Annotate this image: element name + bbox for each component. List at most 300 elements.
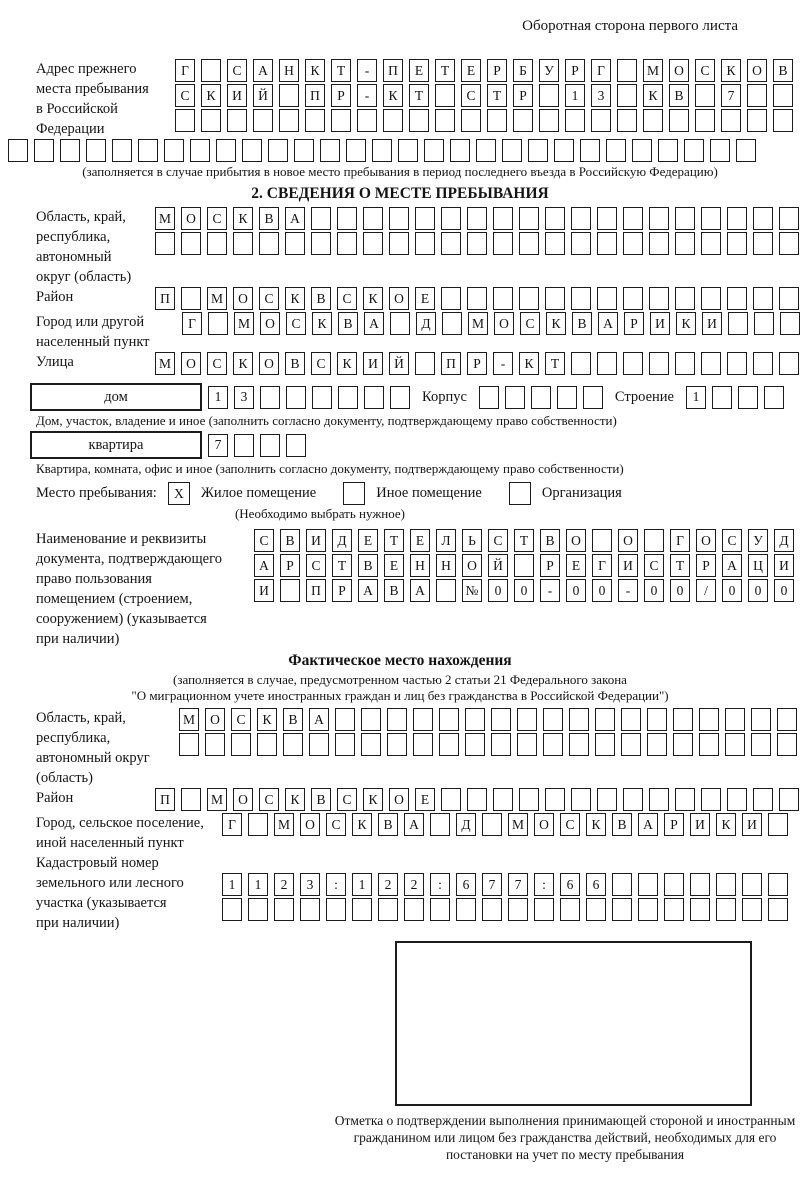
char-box: О — [566, 529, 586, 552]
char-box: А — [598, 312, 618, 335]
char-box — [435, 84, 455, 107]
city-label — [0, 312, 182, 352]
char-box — [716, 898, 736, 921]
char-box — [337, 207, 357, 230]
actual-location-heading: Фактическое место нахождения — [288, 652, 512, 669]
char-box — [283, 733, 303, 756]
char-box: : — [534, 873, 554, 896]
char-box: 0 — [670, 579, 690, 602]
header-note: Оборотная сторона первого листа — [522, 18, 738, 34]
char-box — [517, 708, 537, 731]
char-box: 6 — [456, 873, 476, 896]
char-box: В — [384, 579, 404, 602]
char-box — [571, 207, 591, 230]
city-section — [0, 312, 800, 352]
char-box: Л — [436, 529, 456, 552]
char-box — [155, 232, 175, 255]
char-box — [207, 232, 227, 255]
street-section — [0, 352, 800, 377]
char-grid-row — [182, 312, 800, 335]
char-box — [352, 898, 372, 921]
char-box: М — [179, 708, 199, 731]
char-box — [467, 207, 487, 230]
char-box: М — [234, 312, 254, 335]
char-box — [248, 898, 268, 921]
char-box: А — [358, 579, 378, 602]
stay-type-caption: (Необходимо выбрать нужное) — [234, 506, 406, 521]
char-box — [701, 287, 721, 310]
char-box: К — [201, 84, 221, 107]
option-label-organization: Организация — [541, 485, 622, 501]
label-line: Город или другой — [36, 314, 145, 330]
char-box: : — [326, 873, 346, 896]
char-box — [768, 873, 788, 896]
char-box — [675, 788, 695, 811]
char-box: 0 — [488, 579, 508, 602]
char-box — [312, 386, 332, 409]
char-box — [519, 232, 539, 255]
char-box — [592, 529, 612, 552]
oblast-section — [0, 207, 800, 287]
char-box — [712, 386, 732, 409]
char-box: 0 — [592, 579, 612, 602]
char-box: С — [207, 207, 227, 230]
char-box: К — [352, 813, 372, 836]
char-box: 0 — [566, 579, 586, 602]
char-box: Т — [514, 529, 534, 552]
char-box — [699, 708, 719, 731]
char-box — [519, 287, 539, 310]
char-box — [779, 287, 799, 310]
char-box: Г — [182, 312, 202, 335]
char-box — [597, 287, 617, 310]
char-box — [606, 139, 626, 162]
char-box: Т — [545, 352, 565, 375]
actual-city-label — [0, 813, 222, 853]
char-box: К — [337, 352, 357, 375]
char-box: А — [285, 207, 305, 230]
char-box: К — [285, 287, 305, 310]
char-box — [387, 733, 407, 756]
char-box: О — [389, 788, 409, 811]
char-box — [545, 788, 565, 811]
char-box: К — [716, 813, 736, 836]
char-box: Р — [331, 84, 351, 107]
char-box: К — [233, 207, 253, 230]
char-box — [649, 287, 669, 310]
stay-type-label: Место пребывания: — [36, 485, 157, 501]
char-box: / — [696, 579, 716, 602]
char-box: В — [358, 554, 378, 577]
label-line: автономный — [36, 249, 112, 265]
char-box: О — [669, 59, 689, 82]
char-box: С — [461, 84, 481, 107]
char-box: Т — [670, 554, 690, 577]
char-box — [597, 232, 617, 255]
char-box — [684, 139, 704, 162]
char-box — [647, 708, 667, 731]
char-box: А — [254, 554, 274, 577]
char-box: Г — [592, 554, 612, 577]
char-box — [753, 232, 773, 255]
char-box: Г — [591, 59, 611, 82]
actual-oblast-grid — [179, 708, 797, 758]
char-box — [311, 207, 331, 230]
char-box: Р — [624, 312, 644, 335]
char-box — [508, 898, 528, 921]
char-box — [389, 232, 409, 255]
char-box: И — [227, 84, 247, 107]
char-box — [701, 788, 721, 811]
char-box: С — [311, 352, 331, 375]
label-line: земельного или лесного — [36, 875, 184, 891]
char-box — [181, 232, 201, 255]
label-line: республика, — [36, 229, 111, 245]
char-grid-row — [686, 386, 784, 409]
char-box: И — [618, 554, 638, 577]
char-box: 7 — [508, 873, 528, 896]
char-box — [675, 207, 695, 230]
char-box: В — [259, 207, 279, 230]
char-box: Р — [332, 579, 352, 602]
char-box — [467, 287, 487, 310]
char-box — [725, 733, 745, 756]
char-box: П — [305, 84, 325, 107]
char-box — [286, 386, 306, 409]
char-box — [728, 312, 748, 335]
char-box: 3 — [591, 84, 611, 107]
char-box: К — [363, 287, 383, 310]
prev-address-grid — [175, 59, 793, 134]
char-box — [234, 434, 254, 457]
char-box — [753, 287, 773, 310]
char-box — [364, 386, 384, 409]
char-box: Е — [410, 529, 430, 552]
char-box — [779, 232, 799, 255]
char-box: - — [357, 59, 377, 82]
char-box: 7 — [721, 84, 741, 107]
char-box — [623, 287, 643, 310]
char-box: О — [494, 312, 514, 335]
stay-type-row — [36, 482, 800, 505]
char-box: С — [231, 708, 251, 731]
char-box — [413, 733, 433, 756]
char-box: О — [389, 287, 409, 310]
char-box — [742, 898, 762, 921]
char-box — [647, 733, 667, 756]
char-box: Н — [410, 554, 430, 577]
char-box: 1 — [565, 84, 585, 107]
option-label-other-premises: Иное помещение — [376, 485, 482, 501]
char-box — [201, 109, 221, 132]
char-box — [253, 109, 273, 132]
label-line: Область, край, — [36, 209, 126, 225]
checkbox-residential: X — [168, 482, 190, 505]
char-box — [164, 139, 184, 162]
char-box: А — [410, 579, 430, 602]
char-box: - — [540, 579, 560, 602]
label-line: в Российской — [36, 101, 118, 117]
char-box: К — [257, 708, 277, 731]
document-label — [0, 529, 254, 649]
char-box: 2 — [274, 873, 294, 896]
char-box: В — [285, 352, 305, 375]
char-box — [439, 733, 459, 756]
char-box — [632, 139, 652, 162]
char-box — [404, 898, 424, 921]
char-box — [357, 109, 377, 132]
char-box — [513, 109, 533, 132]
char-box — [617, 84, 637, 107]
char-box — [595, 708, 615, 731]
house-row — [30, 383, 800, 411]
char-box — [487, 109, 507, 132]
actual-oblast-label — [0, 708, 179, 788]
char-box: У — [748, 529, 768, 552]
char-box — [279, 109, 299, 132]
char-box — [623, 207, 643, 230]
char-box: Б — [513, 59, 533, 82]
char-box — [450, 139, 470, 162]
char-box: - — [493, 352, 513, 375]
char-box — [467, 788, 487, 811]
char-box — [331, 109, 351, 132]
char-box — [543, 733, 563, 756]
char-box: Т — [384, 529, 404, 552]
char-box: Т — [332, 554, 352, 577]
oblast-grid — [155, 207, 799, 257]
char-box — [725, 708, 745, 731]
char-box — [617, 59, 637, 82]
char-box — [493, 207, 513, 230]
label-line: право пользования — [36, 571, 152, 587]
char-box: 7 — [482, 873, 502, 896]
char-box — [441, 207, 461, 230]
char-box: П — [306, 579, 326, 602]
char-box: С — [175, 84, 195, 107]
char-box: И — [650, 312, 670, 335]
char-box — [595, 733, 615, 756]
char-box — [260, 386, 280, 409]
label-line: (область) — [36, 770, 93, 786]
char-box — [779, 352, 799, 375]
char-box — [390, 312, 410, 335]
char-box — [727, 287, 747, 310]
char-box: В — [311, 287, 331, 310]
char-box: 0 — [774, 579, 794, 602]
char-box: П — [155, 287, 175, 310]
char-box: М — [274, 813, 294, 836]
char-box: О — [300, 813, 320, 836]
char-grid-row — [208, 386, 410, 409]
char-box — [623, 352, 643, 375]
document-grid — [254, 529, 794, 604]
char-box — [442, 312, 462, 335]
char-box — [294, 139, 314, 162]
char-box — [456, 898, 476, 921]
char-box — [528, 139, 548, 162]
label-line: Федерации — [36, 121, 105, 137]
char-grid-row — [179, 708, 797, 731]
char-box: Е — [461, 59, 481, 82]
char-box — [361, 708, 381, 731]
char-box — [338, 386, 358, 409]
char-box: Р — [565, 59, 585, 82]
document-section — [0, 529, 800, 649]
char-box — [398, 139, 418, 162]
street-label — [0, 352, 155, 372]
char-box — [675, 287, 695, 310]
prev-address-label — [0, 59, 175, 139]
char-box: О — [205, 708, 225, 731]
char-box: О — [181, 352, 201, 375]
char-box — [259, 232, 279, 255]
char-box: 1 — [686, 386, 706, 409]
label-line: Район — [36, 790, 74, 806]
char-grid-row — [175, 109, 793, 132]
korpus-label: Корпус — [422, 388, 467, 405]
char-box — [233, 232, 253, 255]
char-box: Р — [467, 352, 487, 375]
char-box — [493, 788, 513, 811]
char-box: Т — [331, 59, 351, 82]
char-box — [112, 139, 132, 162]
char-box — [571, 788, 591, 811]
char-box: М — [207, 788, 227, 811]
char-box: С — [695, 59, 715, 82]
char-box: Е — [566, 554, 586, 577]
label-line: Город, сельское поселение, — [36, 815, 204, 831]
char-box — [695, 109, 715, 132]
char-box — [286, 434, 306, 457]
char-box: 0 — [722, 579, 742, 602]
char-box — [773, 109, 793, 132]
char-box — [571, 352, 591, 375]
char-box: О — [696, 529, 716, 552]
actual-location-caption-line: "О миграционном учете иностранных граждан и лиц без гражданства в Российской Федерации") — [131, 688, 669, 703]
checkbox-other-premises — [343, 482, 365, 505]
char-box: М — [155, 352, 175, 375]
char-box: Р — [487, 59, 507, 82]
actual-location-caption-line: (заполняется в случае, предусмотренном частью 2 статьи 21 Федерального закона — [173, 672, 627, 687]
char-box: П — [383, 59, 403, 82]
label-line: места пребывания — [36, 81, 149, 97]
apartment-row — [30, 431, 800, 459]
char-box: К — [586, 813, 606, 836]
char-box — [519, 207, 539, 230]
rayon-section — [0, 287, 800, 312]
char-box: А — [722, 554, 742, 577]
char-box: 2 — [404, 873, 424, 896]
char-grid-row — [222, 898, 788, 921]
char-box — [569, 708, 589, 731]
stroenie-label: Строение — [614, 388, 674, 405]
char-box — [465, 708, 485, 731]
char-grid-row — [254, 529, 794, 552]
char-box — [201, 59, 221, 82]
char-box: И — [774, 554, 794, 577]
char-grid-row — [179, 733, 797, 756]
oblast-label — [0, 207, 155, 287]
actual-city-section — [0, 813, 800, 853]
char-box — [248, 813, 268, 836]
char-box — [361, 733, 381, 756]
char-grid-row — [254, 554, 794, 577]
char-box: Р — [664, 813, 684, 836]
char-box: О — [260, 312, 280, 335]
char-box — [753, 207, 773, 230]
char-box — [597, 207, 617, 230]
char-box — [727, 788, 747, 811]
char-box — [586, 898, 606, 921]
char-box — [545, 232, 565, 255]
char-box: С — [488, 529, 508, 552]
actual-oblast-section — [0, 708, 800, 788]
char-box: С — [337, 287, 357, 310]
char-box: И — [363, 352, 383, 375]
char-box: В — [280, 529, 300, 552]
label-line: населенный пункт — [36, 334, 150, 350]
char-box — [389, 207, 409, 230]
cadastre-grid — [222, 873, 788, 923]
house-box-label: дом — [30, 383, 202, 411]
char-box — [8, 139, 28, 162]
char-box — [311, 232, 331, 255]
char-box: Д — [774, 529, 794, 552]
label-line: помещением (строением, — [36, 591, 193, 607]
char-box — [742, 873, 762, 896]
char-box — [260, 434, 280, 457]
prev-address-caption: (заполняется в случае прибытия в новое место пребывания в период последнего въезда в Российскую Федерацию) — [82, 164, 718, 179]
char-box — [638, 898, 658, 921]
char-box — [372, 139, 392, 162]
char-box: О — [534, 813, 554, 836]
char-box — [580, 139, 600, 162]
char-box: Р — [696, 554, 716, 577]
char-box — [491, 733, 511, 756]
char-box — [231, 733, 251, 756]
char-box: 6 — [560, 873, 580, 896]
char-box: Г — [670, 529, 690, 552]
char-box — [531, 386, 551, 409]
char-box: О — [233, 287, 253, 310]
char-box: У — [539, 59, 559, 82]
char-box — [502, 139, 522, 162]
char-box: М — [643, 59, 663, 82]
char-box — [638, 873, 658, 896]
label-line: при наличии) — [36, 631, 120, 647]
char-box: 6 — [586, 873, 606, 896]
label-line: автономный округ — [36, 750, 150, 766]
char-box — [649, 788, 669, 811]
char-box — [560, 898, 580, 921]
char-box — [736, 139, 756, 162]
char-box: Ь — [462, 529, 482, 552]
char-box — [60, 139, 80, 162]
char-box — [753, 352, 773, 375]
label-line: Улица — [36, 354, 74, 370]
char-box — [300, 898, 320, 921]
char-box: К — [383, 84, 403, 107]
char-box — [415, 352, 435, 375]
actual-rayon-label — [0, 788, 155, 808]
char-box — [716, 873, 736, 896]
char-box — [673, 733, 693, 756]
char-box: Ц — [748, 554, 768, 577]
char-box — [557, 386, 577, 409]
char-box: В — [378, 813, 398, 836]
char-box: Й — [253, 84, 273, 107]
